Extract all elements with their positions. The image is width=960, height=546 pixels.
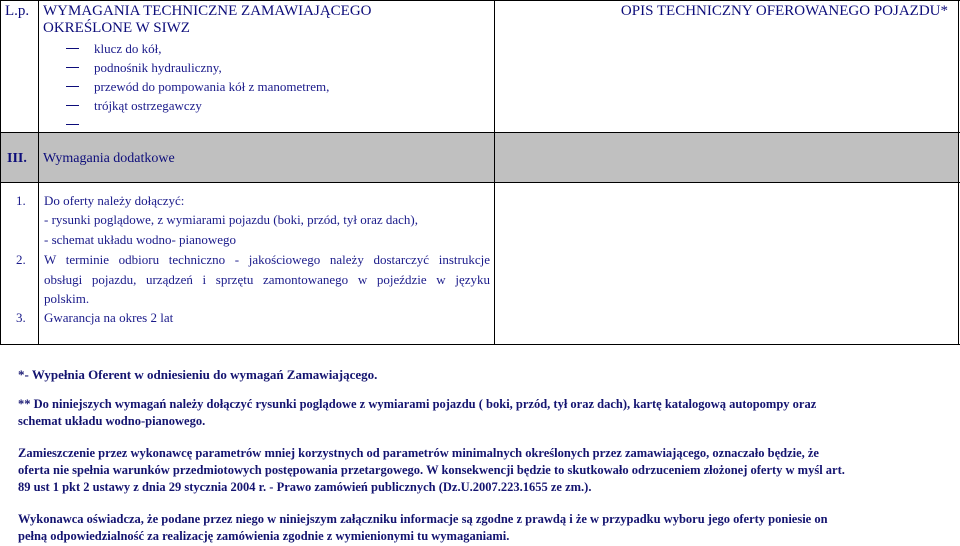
table-bottom-border bbox=[0, 344, 960, 345]
column-divider-lp bbox=[38, 133, 39, 182]
equipment-item: trójkąt ostrzegawczy bbox=[94, 98, 202, 113]
footnote-less-favourable-parameters bbox=[18, 445, 948, 496]
header-offer-title: OPIS TECHNICZNY OFEROWANEGO POJAZDU* bbox=[620, 3, 948, 19]
requirement-1-line1: Do oferty należy dołączyć: bbox=[44, 193, 185, 208]
equipment-item: podnośnik hydrauliczny, bbox=[94, 60, 222, 75]
requirement-2-line1: W terminie odbioru techniczno - jakościowego należy dostarczyć instrukcje bbox=[44, 252, 490, 267]
section-number: III. bbox=[7, 151, 27, 166]
requirement-2-line2: obsługi pojazdu, urządzeń i sprzętu zamontowanego w pojeździe w języku bbox=[44, 272, 490, 287]
footnote-2-line2: schemat układu wodno-pianowego. bbox=[18, 414, 206, 428]
section-title: Wymagania dodatkowe bbox=[43, 151, 175, 166]
footnote-3-line2: oferta nie spełnia warunków przedmiotowych postępowania przetargowego. W konsekwencji będzie to skutkowało odrzuceniem złożonej oferty w myśl art. bbox=[18, 463, 845, 477]
requirement-3-text: Gwarancja na okres 2 lat bbox=[44, 310, 174, 325]
footnote-contractor-declaration bbox=[18, 511, 948, 545]
row-divider-section3 bbox=[0, 182, 960, 183]
bullet-dash bbox=[66, 124, 79, 125]
bullet-dash bbox=[66, 48, 79, 49]
header-requirements-title bbox=[43, 3, 372, 37]
bullet-dash bbox=[66, 105, 79, 106]
footnote-4-line1: Wykonawca oświadcza, że podane przez niego w niniejszym załączniku informacje są zgodne z prawdą i że w przypadku wyboru jego oferty poniesie on bbox=[18, 512, 828, 526]
header-requirements-line1: WYMAGANIA TECHNICZNE ZAMAWIAJĄCEGO bbox=[43, 3, 372, 19]
footnote-double-asterisk bbox=[18, 396, 948, 430]
table-right-border bbox=[958, 0, 959, 345]
requirement-2-line3: polskim. bbox=[44, 291, 90, 306]
footnote-4-line2: pełną odpowiedzialność za realizację zamówienia zgodnie z wymienionymi tu wymaganiami. bbox=[18, 529, 510, 543]
footnote-single-asterisk: *- Wypełnia Oferent w odniesieniu do wymagań Zamawiającego. bbox=[18, 367, 378, 382]
requirement-number: 2. bbox=[16, 252, 26, 267]
requirement-number: 1. bbox=[16, 193, 26, 208]
bullet-dash bbox=[66, 67, 79, 68]
column-divider-main bbox=[494, 133, 495, 182]
equipment-item: przewód do pompowania kół z manometrem, bbox=[94, 79, 330, 94]
footnote-3-line3: 89 ust 1 pkt 2 ustawy z dnia 29 stycznia 2004 r. - Prawo zamówień publicznych (Dz.U.2007.223.1655 ze zm.). bbox=[18, 480, 592, 494]
table-top-border bbox=[0, 0, 960, 1]
header-lp: L.p. bbox=[5, 3, 30, 19]
footnote-2-line1: ** Do niniejszych wymagań należy dołączyć rysunki poglądowe z wymiarami pojazdu ( boki, przód, tył oraz dach), kartę katalogową autopompy oraz bbox=[18, 397, 817, 411]
requirement-1-line2: - rysunki poglądowe, z wymiarami pojazdu (boki, przód, tył oraz dach), bbox=[44, 212, 418, 227]
equipment-item: klucz do kół, bbox=[94, 41, 162, 56]
header-requirements-line2: OKREŚLONE W SIWZ bbox=[43, 20, 190, 36]
requirement-1-line3: - schemat układu wodno- pianowego bbox=[44, 232, 237, 247]
footnote-3-line1: Zamieszczenie przez wykonawcę parametrów mniej korzystnych od parametrów minimalnych określonych przez zamawiającego, oznaczało będzie, że bbox=[18, 446, 819, 460]
bullet-dash bbox=[66, 86, 79, 87]
requirement-number: 3. bbox=[16, 310, 26, 325]
